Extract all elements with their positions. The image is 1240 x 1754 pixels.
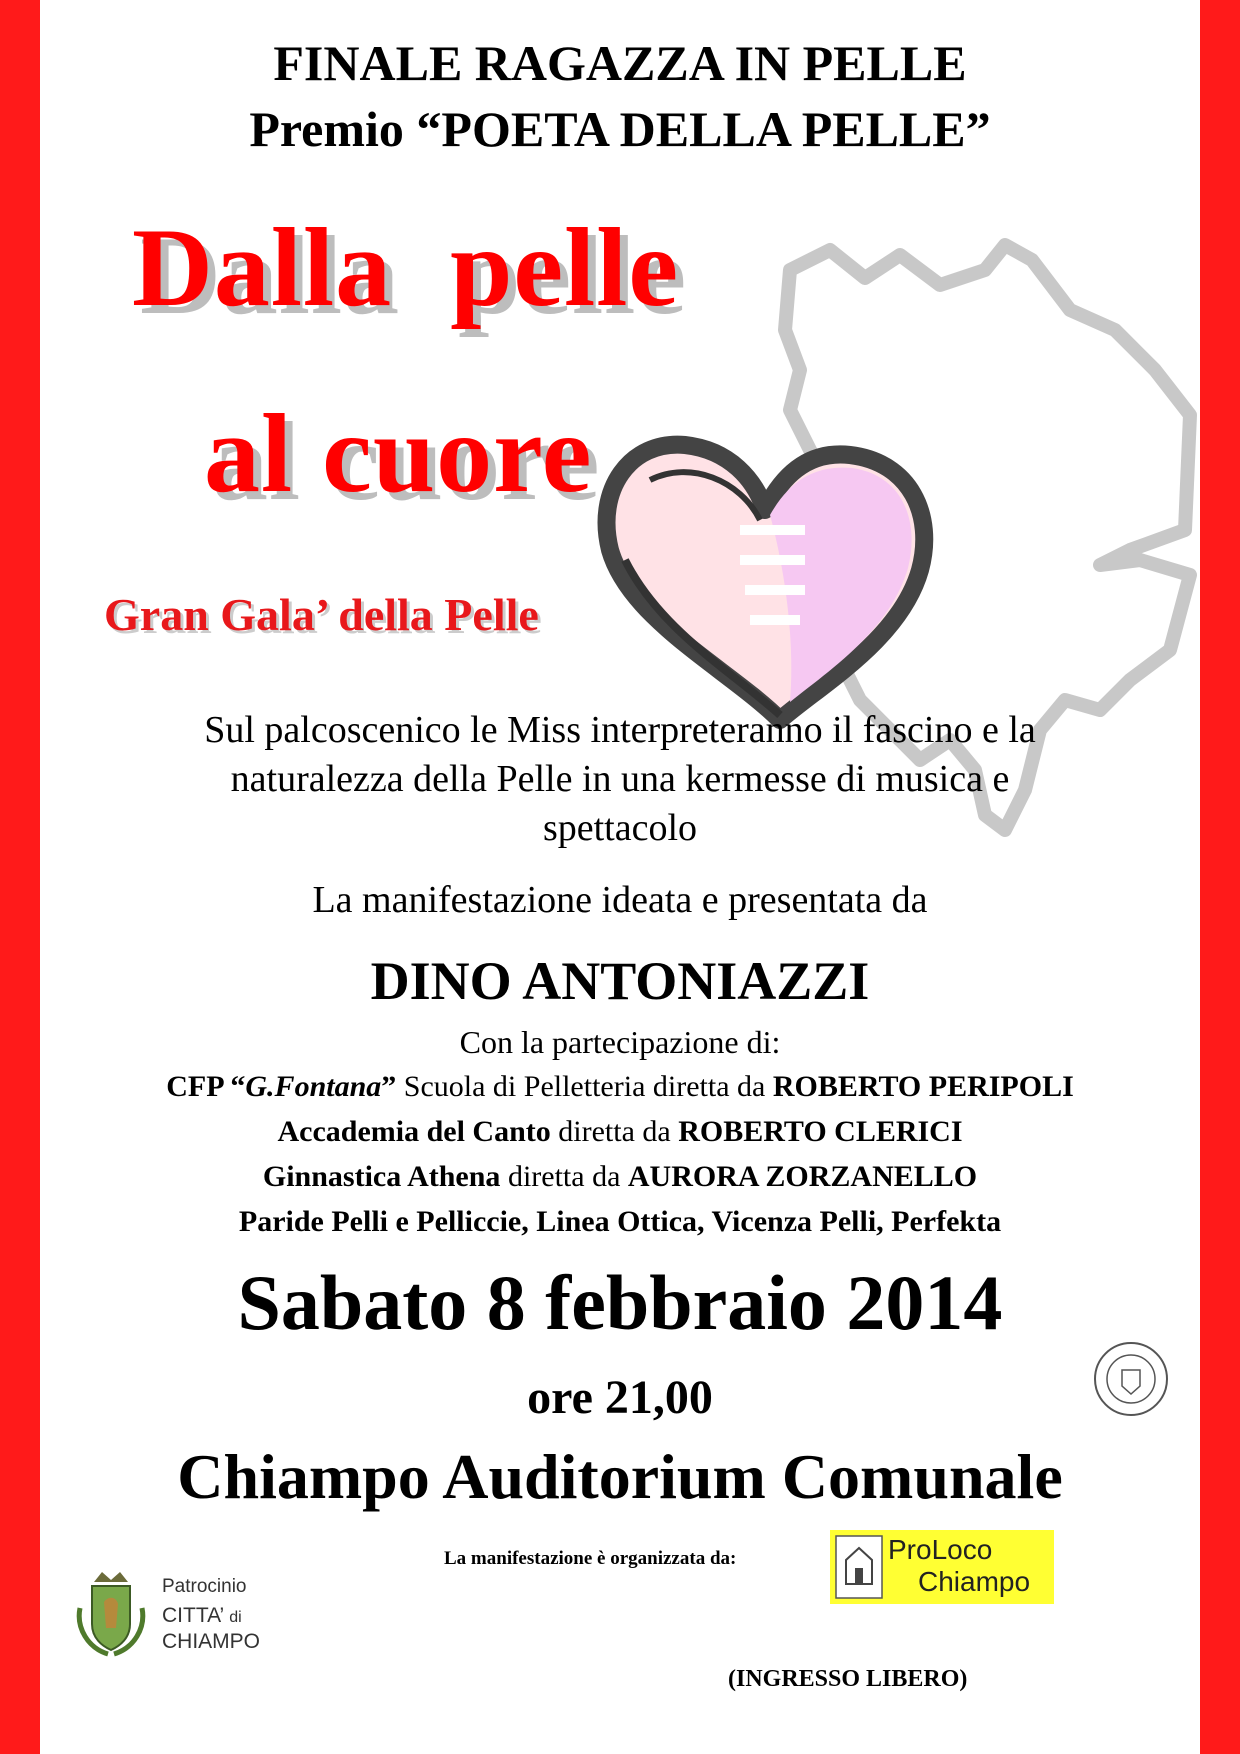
left-red-border (0, 0, 40, 1754)
proloco-line-1: ProLoco (888, 1534, 993, 1565)
description-line-3: spettacolo (542, 807, 698, 849)
organized-by-text: La manifestazione è organizzata da: (444, 1548, 737, 1569)
accademia-name: Accademia del Canto (277, 1115, 551, 1148)
patronage-line-1: Patrocinio (162, 1576, 247, 1597)
athena-name: Ginnastica Athena (262, 1160, 501, 1193)
athena-directed: diretta da (500, 1160, 628, 1193)
accademia-director: ROBERTO CLERICI (678, 1115, 963, 1148)
participation-row-2 (40, 1115, 1200, 1149)
participation-row-4: Paride Pelli e Pelliccie, Linea Ottica, Vicenza Pelli, Perfekta (238, 1205, 1002, 1238)
proloco-emblem-icon (834, 1534, 884, 1600)
cfp-director: ROBERTO PERIPOLI (772, 1070, 1074, 1103)
accademia-directed: diretta da (550, 1115, 679, 1148)
gala-subtitle: Gran Gala’ della Pelle (104, 589, 539, 640)
free-entry-text: (INGRESSO LIBERO) (728, 1666, 968, 1692)
heart-illustration (590, 420, 950, 740)
patronage-di: di (229, 1609, 242, 1626)
patronage-citta: CITTA’ (162, 1604, 224, 1627)
right-red-border (1200, 0, 1240, 1754)
cfp-name: G.Fontana (245, 1070, 382, 1103)
headline-line-1: Dalla pelle (132, 206, 680, 330)
patronage-line-2 (162, 1604, 242, 1628)
headline-line-2: al cuore (204, 392, 593, 516)
event-date: Sabato 8 febbraio 2014 (237, 1259, 1003, 1346)
event-time: ore 21,00 (527, 1371, 713, 1424)
participation-row-3 (40, 1160, 1200, 1194)
description-line-1: Sul palcoscenico le Miss interpreteranno il fascino e la (204, 709, 1036, 751)
header-line-2: Premio “POETA DELLA PELLE” (249, 101, 991, 157)
proloco-line-2: Chiampo (918, 1566, 1031, 1597)
cfp-quote: ” (381, 1070, 404, 1103)
description-line-2: naturalezza della Pelle in una kermesse di musica e (230, 758, 1010, 800)
patronage-line-3: CHIAMPO (162, 1630, 261, 1653)
event-venue: Chiampo Auditorium Comunale (177, 1441, 1063, 1512)
cfp-description: Scuola di Pelletteria diretta da (403, 1070, 773, 1103)
presented-by-text: La manifestazione ideata e presentata da (312, 879, 928, 921)
athena-director: AURORA ZORZANELLO (627, 1160, 978, 1193)
participation-intro: Con la partecipazione di: (459, 1024, 781, 1060)
proloco-logo (830, 1530, 1054, 1604)
city-crest-icon (72, 1568, 150, 1658)
participation-row-1 (40, 1070, 1200, 1104)
header-line-1: FINALE RAGAZZA IN PELLE (273, 35, 967, 91)
municipal-seal-stamp (1092, 1340, 1170, 1418)
presenter-name: DINO ANTONIAZZI (370, 951, 870, 1011)
cfp-label: CFP “ (166, 1070, 246, 1103)
